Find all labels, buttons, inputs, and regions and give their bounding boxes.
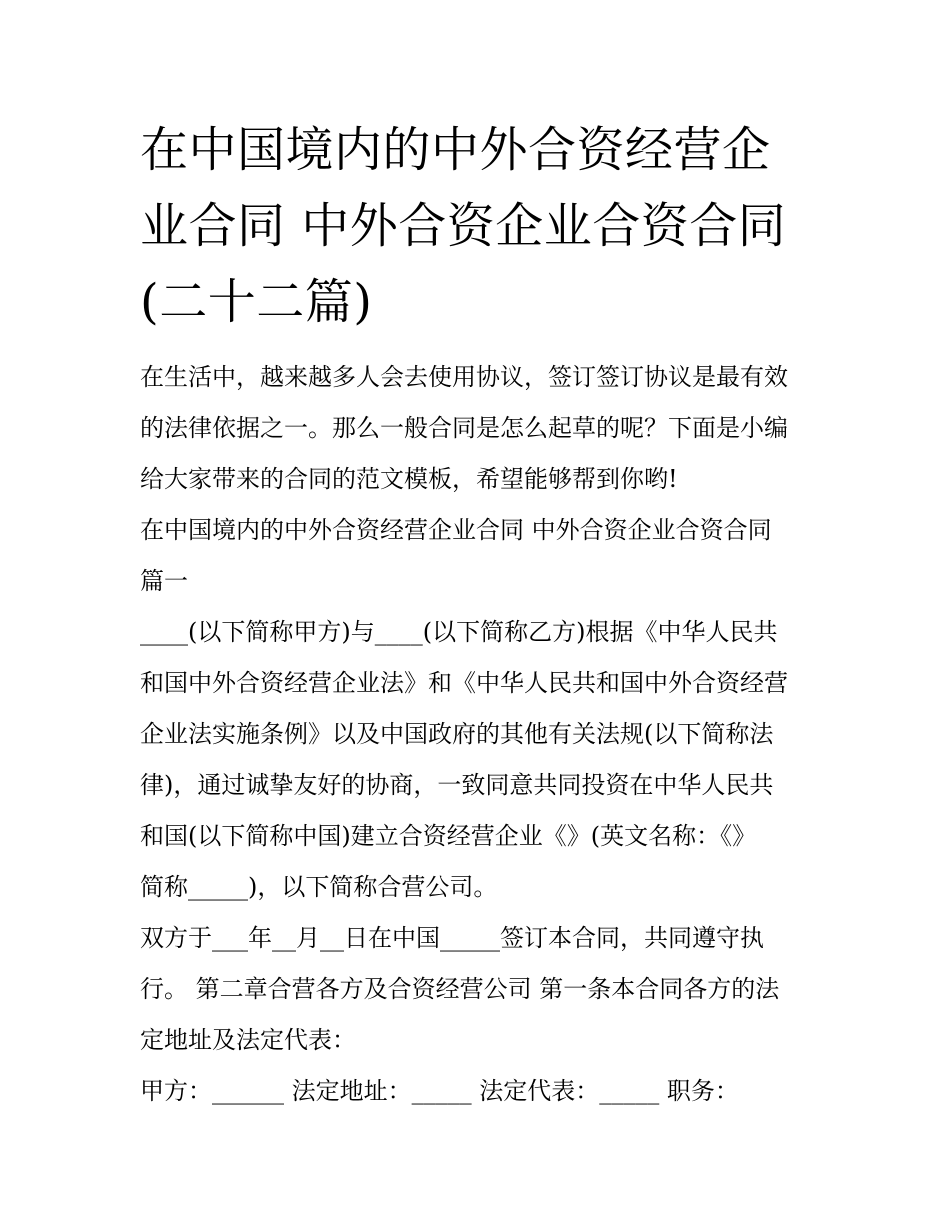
document-title [140,112,820,340]
title-line: 在中国境内的中外合资经营企 [140,122,771,178]
title-line: 业合同 中外合资企业合资合同 [140,198,787,254]
body-line: 定地址及法定代表： [140,1026,356,1054]
body-line: 在生活中，越来越多人会去使用协议，签订签订协议是最有效 [140,363,788,391]
body-line: 行。 第二章合营各方及合资经营公司 第一条本合同各方的法 [140,975,780,1003]
body-line: 律)，通过诚挚友好的协商，一致同意共同投资在中华人民共 [140,771,774,799]
document-body [140,352,830,1117]
body-line: 甲方：______ 法定地址：_____ 法定代表：_____ 职务： [140,1077,739,1105]
body-line: 给大家带来的合同的范文模板，希望能够帮到你哟! [140,465,678,493]
body-line: 和国(以下简称中国)建立合资经营企业《》(英文名称：《》 [140,822,757,850]
title-line: (二十二篇) [140,274,373,330]
body-line: 的法律依据之一。那么一般合同是怎么起草的呢？下面是小编 [140,414,788,442]
body-line: 双方于___年__月__日在中国_____签订本合同，共同遵守执 [140,924,764,952]
body-line: ____(以下简称甲方)与____(以下简称乙方)根据《中华人民共 [140,618,778,646]
body-line: 篇一 [140,567,188,595]
body-line: 企业法实施条例》以及中国政府的其他有关法规(以下简称法 [140,720,774,748]
body-line: 和国中外合资经营企业法》和《中华人民共和国中外合资经营 [140,669,788,697]
body-line: 在中国境内的中外合资经营企业合同 中外合资企业合资合同 [140,516,772,544]
body-line: 简称_____)，以下简称合营公司。 [140,873,498,901]
